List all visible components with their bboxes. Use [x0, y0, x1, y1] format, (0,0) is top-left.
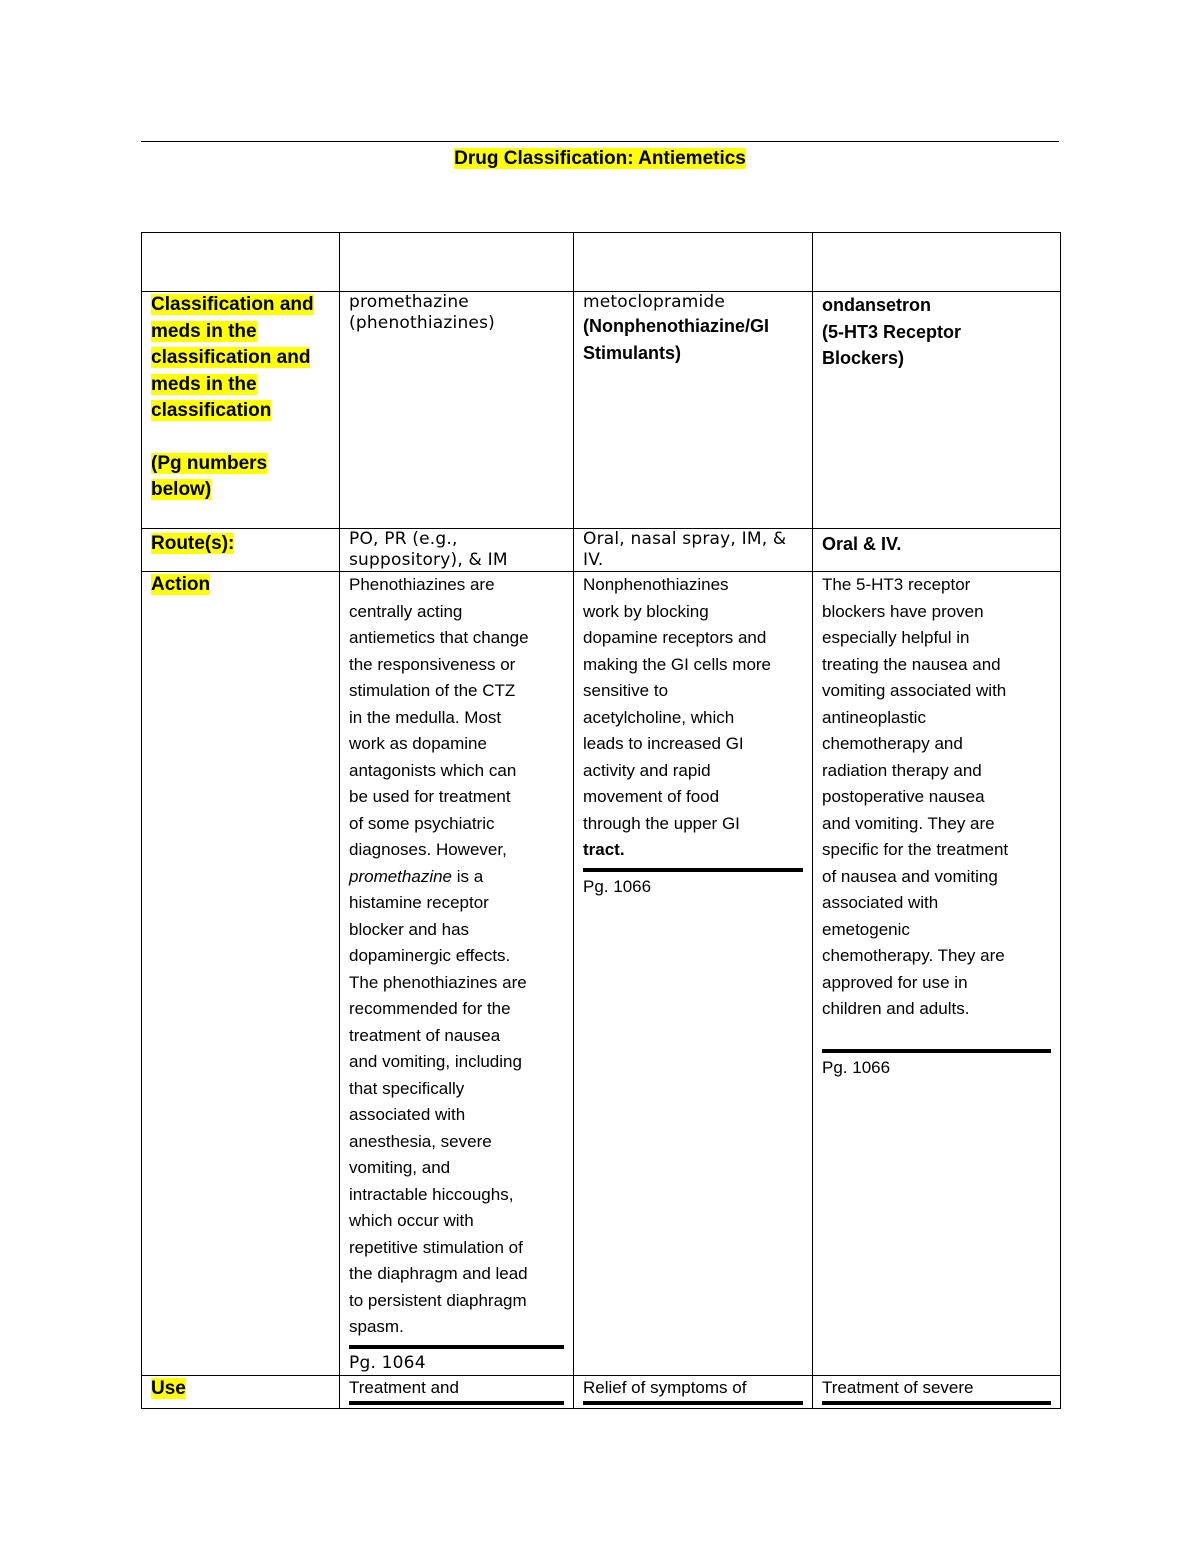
divider	[349, 1401, 564, 1405]
row-label-route: Route(s):	[142, 529, 340, 572]
page-reference: Pg. 1066	[822, 1057, 891, 1077]
drug-class: (Nonphenothiazine/GI	[583, 316, 769, 336]
table-row-use	[142, 1375, 1061, 1408]
action-cell-metoclopramide	[574, 572, 813, 1376]
divider	[583, 1401, 803, 1405]
table-row-action	[142, 572, 1061, 1376]
table-row-route	[142, 529, 1061, 572]
table-row-empty	[142, 233, 1061, 292]
action-cell-ondansetron	[813, 572, 1061, 1376]
table-cell	[574, 233, 813, 292]
page-reference: Pg. 1064	[349, 1352, 426, 1373]
drug-cell-promethazine	[340, 292, 574, 529]
divider	[822, 1401, 1051, 1405]
page-title: Drug Classification: Antiemetics	[454, 148, 746, 169]
action-text: Phenothiazines are centrally acting antiemetics that change the responsiveness or stimulation of the CTZ in the medulla. Most work as dopamine antagonists which can be used for treatment of some psychiatric diagnoses. However, promethazine is a histamine receptor blocker and has dopaminergic effects. The phenothiazines are recommended for the treatment of nausea and vomiting, including that specifically associated with anesthesia, severe vomiting, and intractable hiccoughs, which occur with repetitive stimulation of the diaphragm and lead to persistent diaphragm spasm.	[349, 575, 529, 1336]
action-cell-promethazine	[340, 572, 574, 1376]
table-row-classification	[142, 292, 1061, 529]
route-cell: Oral, nasal spray, IM, & IV.	[574, 529, 813, 572]
header-rule	[141, 141, 1059, 142]
page-reference: Pg. 1066	[583, 876, 652, 896]
row-label-action: Action	[142, 572, 340, 1376]
drug-cell-metoclopramide: metoclopramide (Nonphenothiazine/GI Stimulants)	[574, 292, 813, 529]
route-cell: Oral & IV.	[813, 529, 1061, 572]
use-cell: Treatment of severe	[813, 1375, 1061, 1408]
row-label-use: Use	[142, 1375, 340, 1408]
drug-class: (phenothiazines)	[349, 313, 495, 333]
drug-classification-table	[141, 232, 1061, 1409]
use-cell: Treatment and	[340, 1375, 574, 1408]
use-cell: Relief of symptoms of	[574, 1375, 813, 1408]
table-cell	[340, 233, 574, 292]
drug-name: promethazine	[349, 292, 469, 312]
action-text: The 5-HT3 receptor blockers have proven especially helpful in treating the nausea and vomiting associated with antineoplastic chemotherapy and radiation therapy and postoperative nausea and vomiting. They are specific for the treatment of nausea and vomiting associated with emetogenic chemotherapy. They are approved for use in children and adults.	[822, 575, 1009, 1018]
table-cell	[142, 233, 340, 292]
drug-class: (5-HT3 Receptor	[822, 321, 962, 342]
table-cell	[813, 233, 1061, 292]
drug-name: ondansetron	[822, 295, 932, 315]
drug-cell-ondansetron: ondansetron (5-HT3 Receptor Blockers)	[813, 292, 1061, 529]
drug-name: metoclopramide	[583, 292, 726, 312]
route-cell: PO, PR (e.g., suppository), & IM	[340, 529, 574, 572]
action-text: Nonphenothiazines work by blocking dopamine receptors and making the GI cells more sensitive to acetylcholine, which leads to increased GI activity and rapid movement of food through the upper GI tract.	[583, 575, 772, 859]
row-label-classification: Classification and meds in the classification and meds in the classification (Pg numbers below)	[142, 292, 340, 529]
